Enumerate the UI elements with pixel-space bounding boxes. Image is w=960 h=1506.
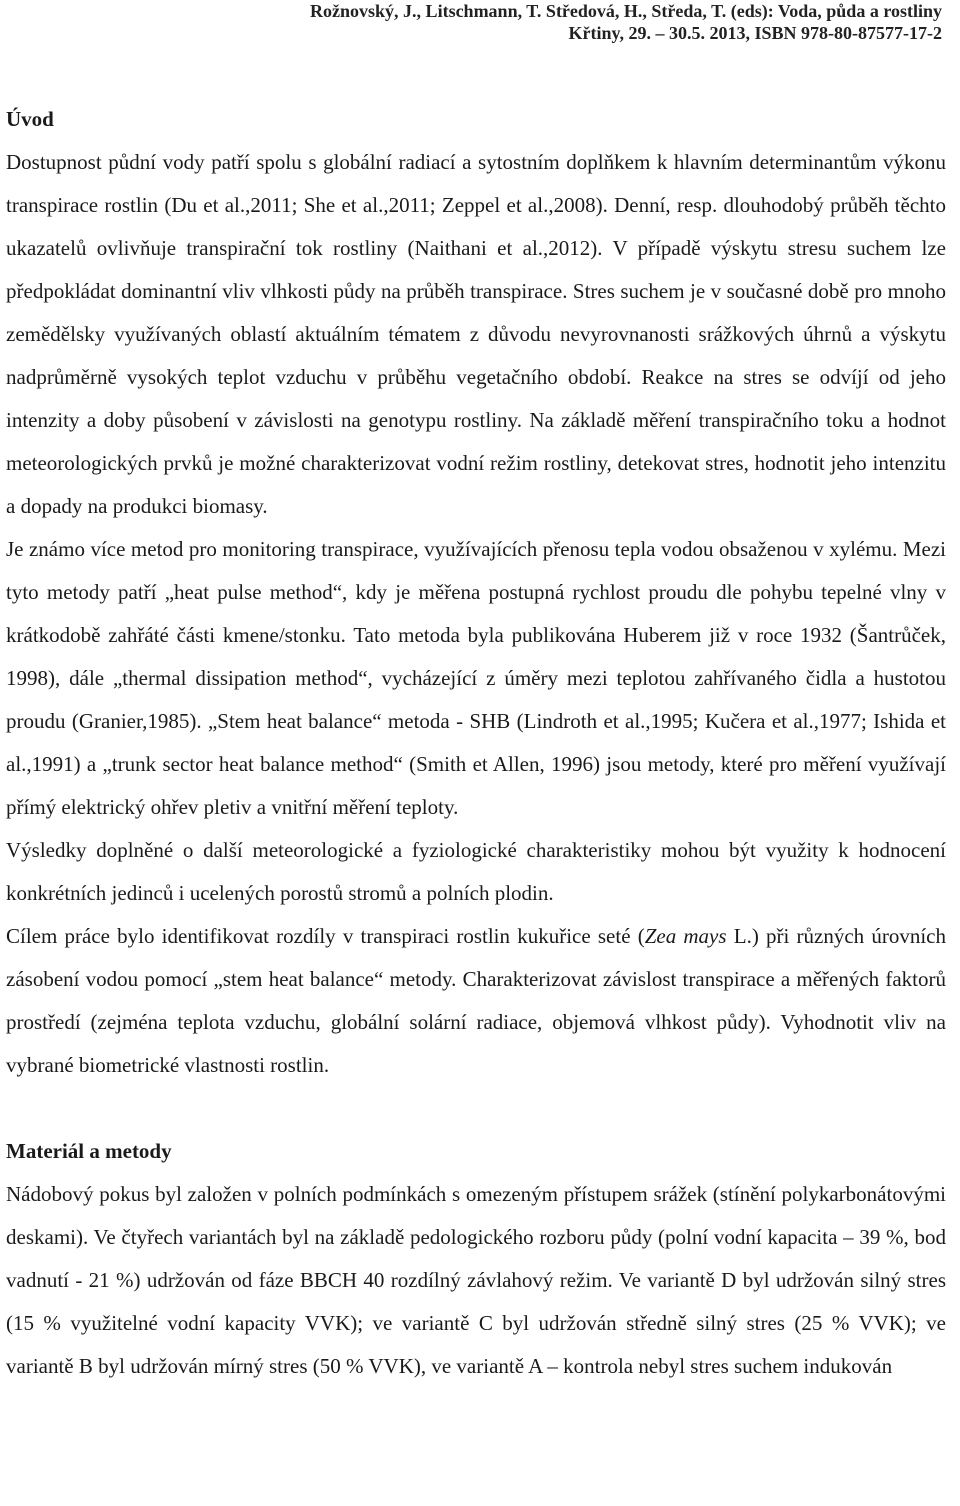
paragraph-uvod-4-start: Cílem práce bylo identifikovat rozdíly v transpiraci rostlin kukuřice seté ( <box>6 924 645 948</box>
paragraph-metody-1: Nádobový pokus byl založen v polních podmínkách s omezeným přístupem srážek (stínění polykarbonátovými deskami). Ve čtyřech variantách byl na základě pedologického rozboru půdy (polní vodní kapacita – 39 %, bod vadnutí - 21 %) udržován od fáze BBCH 40 rozdílný závlahový režim. Ve variantě D byl udržován silný stres (15 % využitelné vodní kapacity VVK); ve variantě C byl udržován středně silný stres (25 % VVK); ve variantě B byl udržován mírný stres (50 % VVK), ve variantě A – kontrola nebyl stres suchem indukován <box>6 1182 946 1378</box>
species-name: Zea mays <box>644 924 727 948</box>
page-header <box>310 0 942 44</box>
section-heading-metody: Materiál a metody <box>6 1139 172 1163</box>
document-body <box>6 98 946 1388</box>
paragraph-uvod-1: Dostupnost půdní vody patří spolu s globální radiací a sytostním doplňkem k hlavním determinantům výkonu transpirace rostlin (Du et al.,2011; She et al.,2011; Zeppel et al.,2008). Denní, resp. dlouhodobý průběh těchto ukazatelů ovlivňuje transpirační tok rostliny (Naithani et al.,2012). V případě výskytu stresu suchem lze předpokládat dominantní vliv vlhkosti půdy na průběh transpirace. Stres suchem je v současné době pro mnoho zemědělsky využívaných oblastí aktuálním tématem z důvodu nevyrovnanosti srážkových úhrnů a výskytu nadprůměrně vysokých teplot vzduchu v průběhu vegetačního období. Reakce na stres se odvíjí od jeho intenzity a doby působení v závislosti na genotypu rostliny. Na základě měření transpiračního toku a hodnot meteorologických prvků je možné charakterizovat vodní režim rostliny, detekovat stres, hodnotit jeho intenzitu a dopady na produkci biomasy. <box>6 150 946 518</box>
paragraph-uvod-2: Je známo více metod pro monitoring transpirace, využívajících přenosu tepla vodou obsaženou v xylému. Mezi tyto metody patří „heat pulse method“, kdy je měřena postupná rychlost proudu dle pohybu tepelné vlny v krátkodobě zahřáté části kmene/stonku. Tato metoda byla publikována Huberem již v roce 1932 (Šantrůček, 1998), dále „thermal dissipation method“, vycházející z úměry mezi teplotou zahřívaného čidla a hustotou proudu (Granier,1985). „Stem heat balance“ metoda - SHB (Lindroth et al.,1995; Kučera et al.,1977; Ishida et al.,1991) a „trunk sector heat balance method“ (Smith et Allen, 1996) jsou metody, které pro měření využívají přímý elektrický ohřev pletiv a vnitřní měření teploty. <box>6 537 946 819</box>
paragraph-uvod-4 <box>6 915 946 1087</box>
header-isbn-line: Křtiny, 29. – 30.5. 2013, ISBN 978-80-87577-17-2 <box>568 23 942 43</box>
paragraph-uvod-4-end: L.) při různých úrovních zásobení vodou pomocí „stem heat balance“ metody. Charakterizovat závislost transpirace a měřených faktorů prostředí (zejména teplota vzduchu, globální solární radiace, objemová vlhkost půdy). Vyhodnotit vliv na vybrané biometrické vlastnosti rostlin. <box>6 924 946 1077</box>
section-spacer <box>6 1087 946 1130</box>
section-heading-uvod: Úvod <box>6 107 54 131</box>
header-editors-line: Rožnovský, J., Litschmann, T. Středová, H., Středa, T. (eds): Voda, půda a rostliny <box>310 1 942 21</box>
paragraph-uvod-3: Výsledky doplněné o další meteorologické a fyziologické charakteristiky mohou být využity k hodnocení konkrétních jedinců i ucelených porostů stromů a polních plodin. <box>6 838 946 905</box>
